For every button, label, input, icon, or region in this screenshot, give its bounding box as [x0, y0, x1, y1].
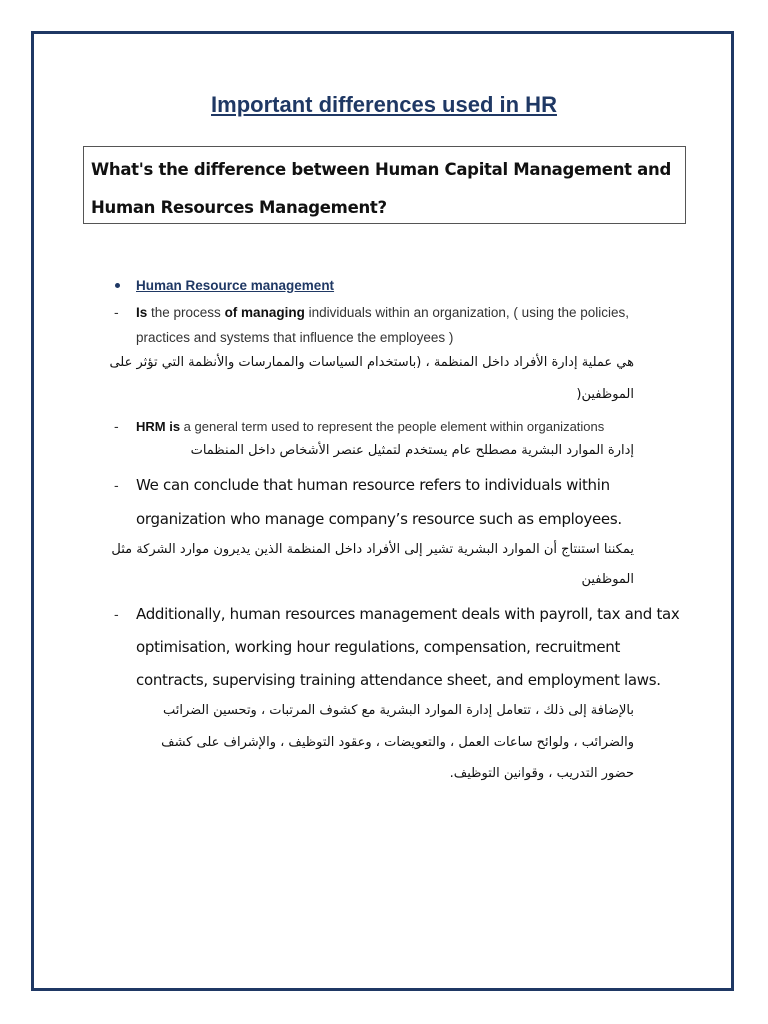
item1-bold-is: Is [136, 305, 148, 320]
item1-line1 [136, 305, 629, 320]
item2-bold: HRM is [136, 419, 181, 434]
dash-marker: - [114, 418, 119, 434]
item2-text: a general term used to represent the people element within organizations [180, 419, 605, 434]
section-heading: Human Resource management [136, 278, 335, 293]
item2-line1 [136, 419, 604, 434]
dash-marker: - [114, 304, 119, 320]
question-line-1: What's the difference between Human Capital Management and [91, 160, 671, 179]
item4-line2: optimisation, working hour regulations, compensation, recruitment [136, 638, 621, 656]
item4-line3: contracts, supervising training attendance sheet, and employment laws. [136, 671, 661, 689]
item2-arabic: إدارة الموارد البشرية مصطلح عام يستخدم لتمثيل عنصر الأشخاص داخل المنظمات [190, 443, 634, 458]
item4-arabic-line2: والضرائب ، ولوائح ساعات العمل ، والتعويضات ، وعقود التوظيف ، والإشراف على كشف [161, 735, 634, 750]
item3-arabic-line1: يمكننا استنتاج أن الموارد البشرية تشير إلى الأفراد داخل المنظمة الذين يديرون موارد الشركة مثل [111, 542, 634, 557]
question-line-2: Human Resources Management? [91, 198, 387, 217]
item1-bold-managing: of managing [224, 305, 305, 320]
item3-line1: We can conclude that human resource refers to individuals within [136, 476, 610, 494]
item4-arabic-line1: بالإضافة إلى ذلك ، تتعامل إدارة الموارد البشرية مع كشوف المرتبات ، وتحسين الضرائب [162, 703, 634, 718]
item1-text-1: the process [147, 305, 225, 320]
item4-arabic-line3: حضور التدريب ، وقوانين التوظيف. [449, 766, 634, 781]
dash-marker: - [114, 477, 119, 493]
document-title: Important differences used in HR [211, 92, 557, 117]
dash-marker: - [114, 606, 119, 622]
item1-text-2: individuals within an organization, ( using the policies, [304, 305, 629, 320]
bullet-dot-icon [115, 283, 120, 288]
question-box [83, 146, 686, 224]
item1-line2: practices and systems that influence the employees ) [136, 330, 454, 345]
item3-arabic-line2: الموظفين [581, 572, 634, 587]
item3-line2: organization who manage company’s resource such as employees. [136, 510, 622, 528]
item4-line1: Additionally, human resources management deals with payroll, tax and tax [136, 605, 680, 623]
item1-arabic-line2: الموظفين( [576, 387, 634, 402]
item1-arabic-line1: هي عملية إدارة الأفراد داخل المنظمة ، (باستخدام السياسات والممارسات والأنظمة التي تؤثر على [109, 355, 634, 370]
